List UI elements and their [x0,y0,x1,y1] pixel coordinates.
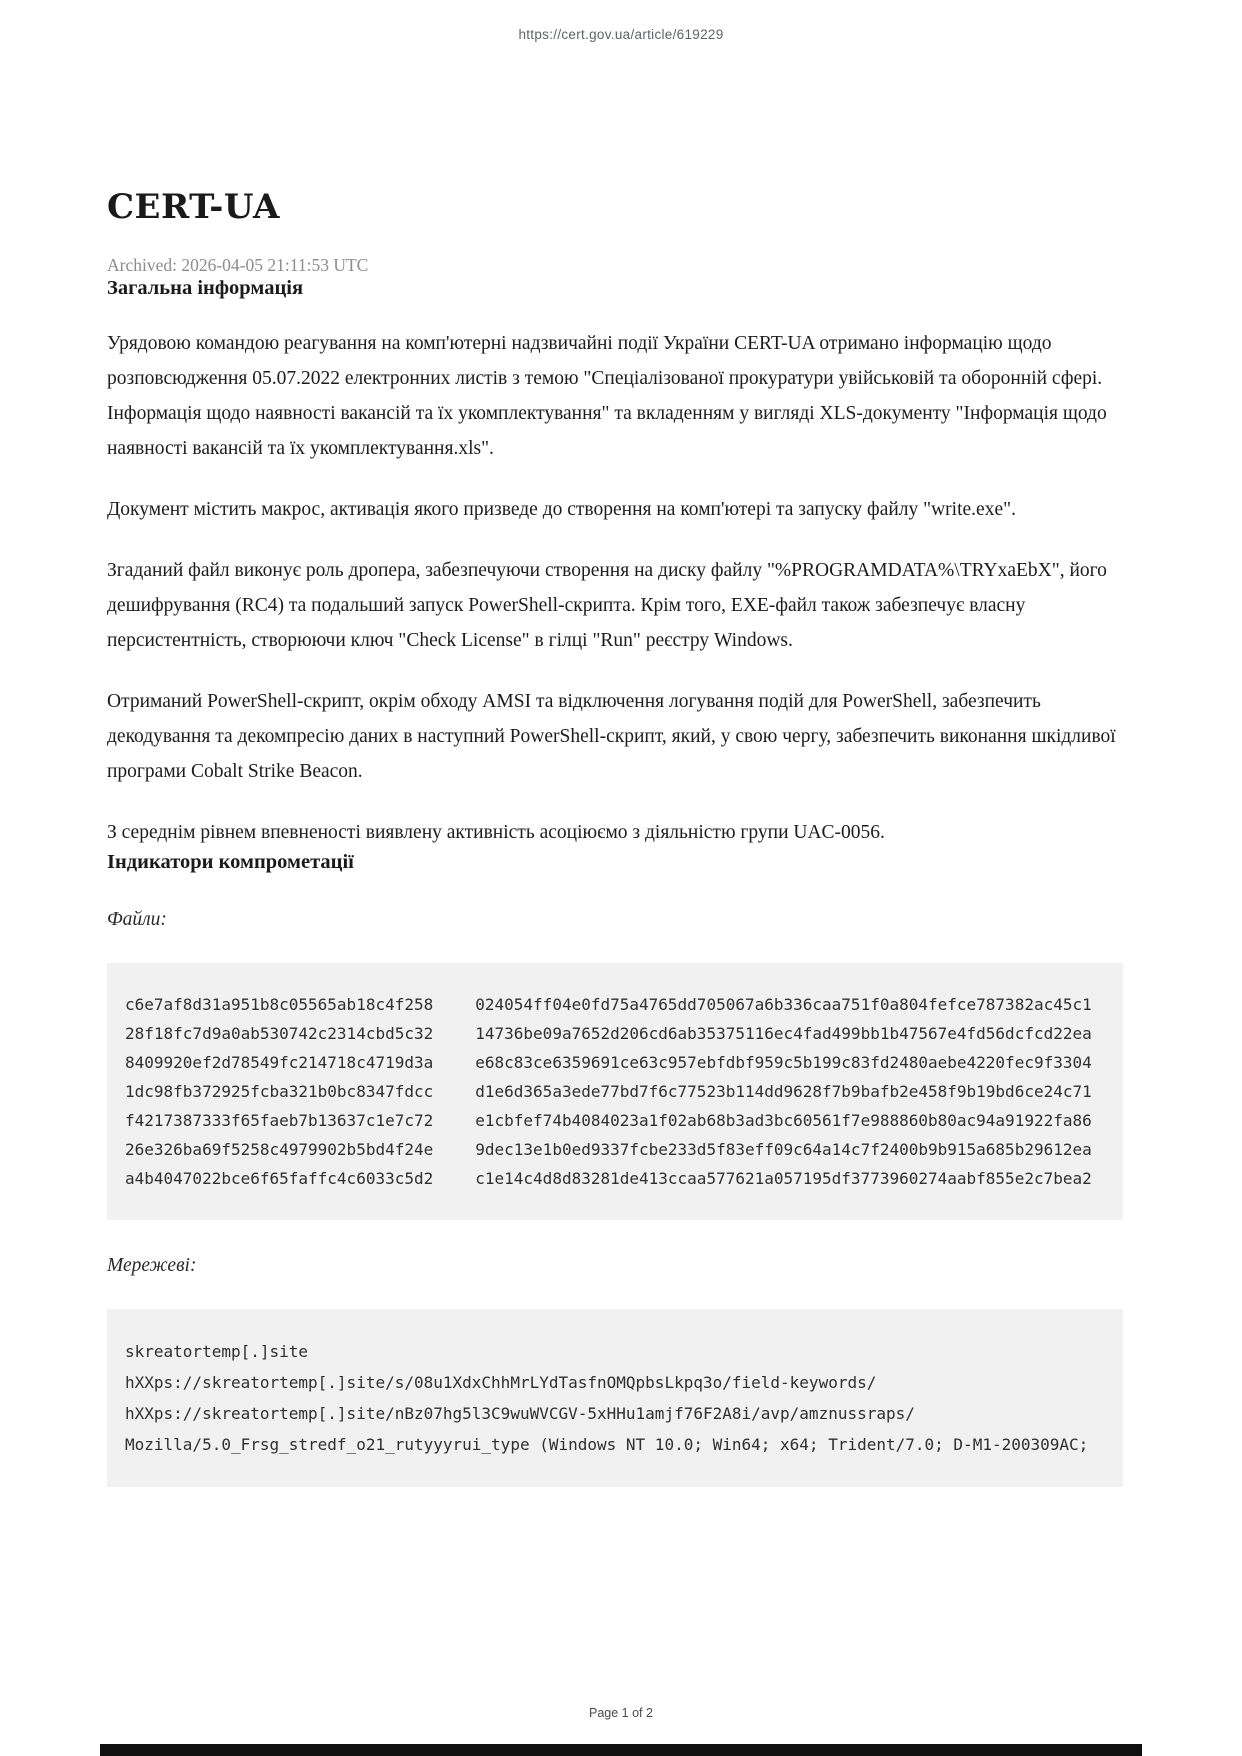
network-indicator-line: hXXps://skreatortemp[.]site/nBz07hg5l3C9wuWVCGV-5xHHu1amjf76F2A8i/avp/amznussraps/ [125,1404,915,1423]
paragraph-email-campaign: Урядовою командою реагування на комп'ютерні надзвичайні події України CERT-UA отримано інформацію щодо розповсюдження 05.07.2022 електронних листів з темою "Спеціалізованої прокуратури увійськовій та оборонній сфері. Інформація щодо наявності вакансій та їх укомплектування" та вкладенням у вигляді XLS-документу "Інформація щодо наявності вакансій та їх укомплектування.xls". [107,333,1107,459]
section-heading-iocs: Індикатори компрометації [107,851,354,873]
page-number: Page 1 of 2 [589,1706,653,1720]
md5-hash: 1dc98fb372925fcba321b0bc8347fdcc [125,1082,434,1101]
sha256-hash: e1cbfef74b4084023a1f02ab68b3ad3bc60561f7e988860b80ac94a91922fa86 [475,1111,1092,1130]
files-code-block [107,963,1123,1220]
network-indicator-line: Mozilla/5.0_Frsg_stredf_o21_rutyyyrui_type (Windows NT 10.0; Win64; x64; Trident/7.0; D-M1-200309AC; [125,1435,1089,1454]
file-hash-row [125,1019,1123,1048]
paragraph-dropper: Згаданий файл виконує роль дропера, забезпечуючи створення на диску файлу "%PROGRAMDATA%\TRYxaEbX", його дешифрування (RC4) та подальший запуск PowerShell-скрипта. Крім того, EXE-файл також забезпечує власну персистентність, створюючи ключ "Check License" в гілці "Run" реєстру Windows. [107,560,1107,651]
file-hash-row [125,990,1123,1019]
sha256-hash: 14736be09a7652d206cd6ab35375116ec4fad499bb1b47567e4fd56dcfcd22ea [475,1024,1092,1043]
next-page-preview-bar [100,1744,1142,1756]
network-code-block [107,1309,1123,1487]
page-title: CERT-UA [107,187,280,227]
archived-timestamp: Archived: 2026-04-05 21:11:53 UTC [107,255,369,275]
md5-hash: 8409920ef2d78549fc214718c4719d3a [125,1053,434,1072]
sha256-hash: c1e14c4d8d83281de413ccaa577621a057195df3773960274aabf855e2c7bea2 [475,1169,1092,1188]
file-hash-row [125,1077,1123,1106]
sha256-hash: e68c83ce6359691ce63c957ebfdbf959c5b199c83fd2480aebe4220fec9f3304 [475,1053,1092,1072]
paragraph-powershell: Отриманий PowerShell-скрипт, окрім обходу AMSI та відключення логування подій для PowerShell, забезпечить декодування та декомпресію даних в наступний PowerShell-скрипт, який, у свою чергу, забезпечить виконання шкідливої програми Cobalt Strike Beacon. [107,691,1116,782]
files-label: Файли: [107,909,167,930]
network-indicator-line: skreatortemp[.]site [125,1342,309,1361]
file-hash-row [125,1048,1123,1077]
file-hash-row [125,1164,1123,1193]
network-indicator-line: hXXps://skreatortemp[.]site/s/08u1XdxChhMrLYdTasfnOMQpbsLkpq3o/field-keywords/ [125,1373,877,1392]
md5-hash: 26e326ba69f5258c4979902b5bd4f24e [125,1140,434,1159]
article-content [107,0,1123,1487]
md5-hash: c6e7af8d31a951b8c05565ab18c4f258 [125,995,434,1014]
md5-hash: a4b4047022bce6f65faffc4c6033c5d2 [125,1169,434,1188]
md5-hash: f4217387333f65faeb7b13637c1e7c72 [125,1111,434,1130]
archive-url: https://cert.gov.ua/article/619229 [518,27,724,42]
sha256-hash: 024054ff04e0fd75a4765dd705067a6b336caa751f0a804fefce787382ac45c1 [475,995,1092,1014]
section-heading-general-info: Загальна інформація [107,277,304,299]
file-hash-row [125,1106,1123,1135]
paragraph-attribution: З середнім рівнем впевненості виявлену активність асоціюємо з діяльністю групи UAC-0056. [107,822,885,843]
paragraph-macro: Документ містить макрос, активація якого призведе до створення на комп'ютері та запуску файлу "write.exe". [107,499,1016,520]
sha256-hash: d1e6d365a3ede77bd7f6c77523b114dd9628f7b9bafb2e458f9b19bd6ce24c71 [475,1082,1092,1101]
file-hash-row [125,1135,1123,1164]
md5-hash: 28f18fc7d9a0ab530742c2314cbd5c32 [125,1024,434,1043]
sha256-hash: 9dec13e1b0ed9337fcbe233d5f83eff09c64a14c7f2400b9b915a685b29612ea [475,1140,1092,1159]
network-label: Мережеві: [107,1255,197,1276]
